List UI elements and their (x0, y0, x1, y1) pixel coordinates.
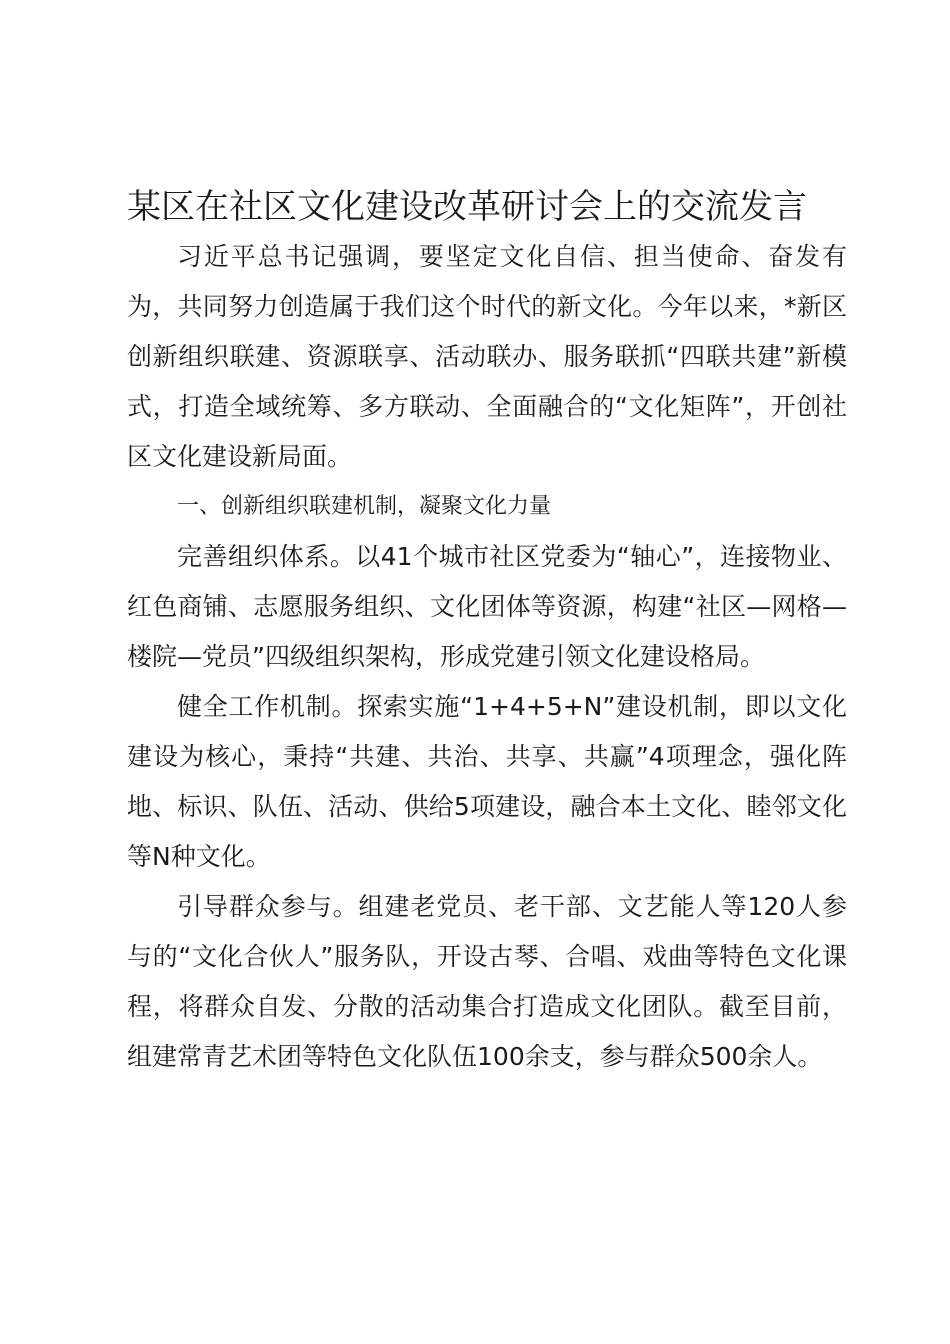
paragraph-organization-system: 完善组织体系。以41个城市社区党委为“轴心”，连接物业、红色商铺、志愿服务组织、文化团体等资源，构建“社区—网格—楼院—党员”四级组织架构，形成党建引领文化建设格局。 (127, 542, 847, 671)
paragraph-work-mechanism: 健全工作机制。探索实施“1+4+5+N”建设机制，即以文化建设为核心，秉持“共建、共治、共享、共赢”4项理念，强化阵地、标识、队伍、活动、供给5项建设，融合本土文化、睦邻文化等N种文化。 (127, 692, 847, 871)
intro-paragraph: 习近平总书记强调，要坚定文化自信、担当使命、奋发有为，共同努力创造属于我们这个时代的新文化。今年以来，*新区创新组织联建、资源联享、活动联办、服务联抓“四联共建”新模式，打造全域统筹、多方联动、全面融合的“文化矩阵”，开创社区文化建设新局面。 (127, 242, 847, 471)
document-body (127, 232, 847, 1082)
document-title: 某区在社区文化建设改革研讨会上的交流发言 (127, 187, 807, 227)
section-heading-1: 一、创新组织联建机制，凝聚文化力量 (177, 494, 552, 519)
paragraph-public-participation: 引导群众参与。组建老党员、老干部、文艺能人等120人参与的“文化合伙人”服务队，开设古琴、合唱、戏曲等特色文化课程，将群众自发、分散的活动集合打造成文化团队。截至目前，组建常青艺术团等特色文化队伍100余支，参与群众500余人。 (127, 892, 847, 1071)
